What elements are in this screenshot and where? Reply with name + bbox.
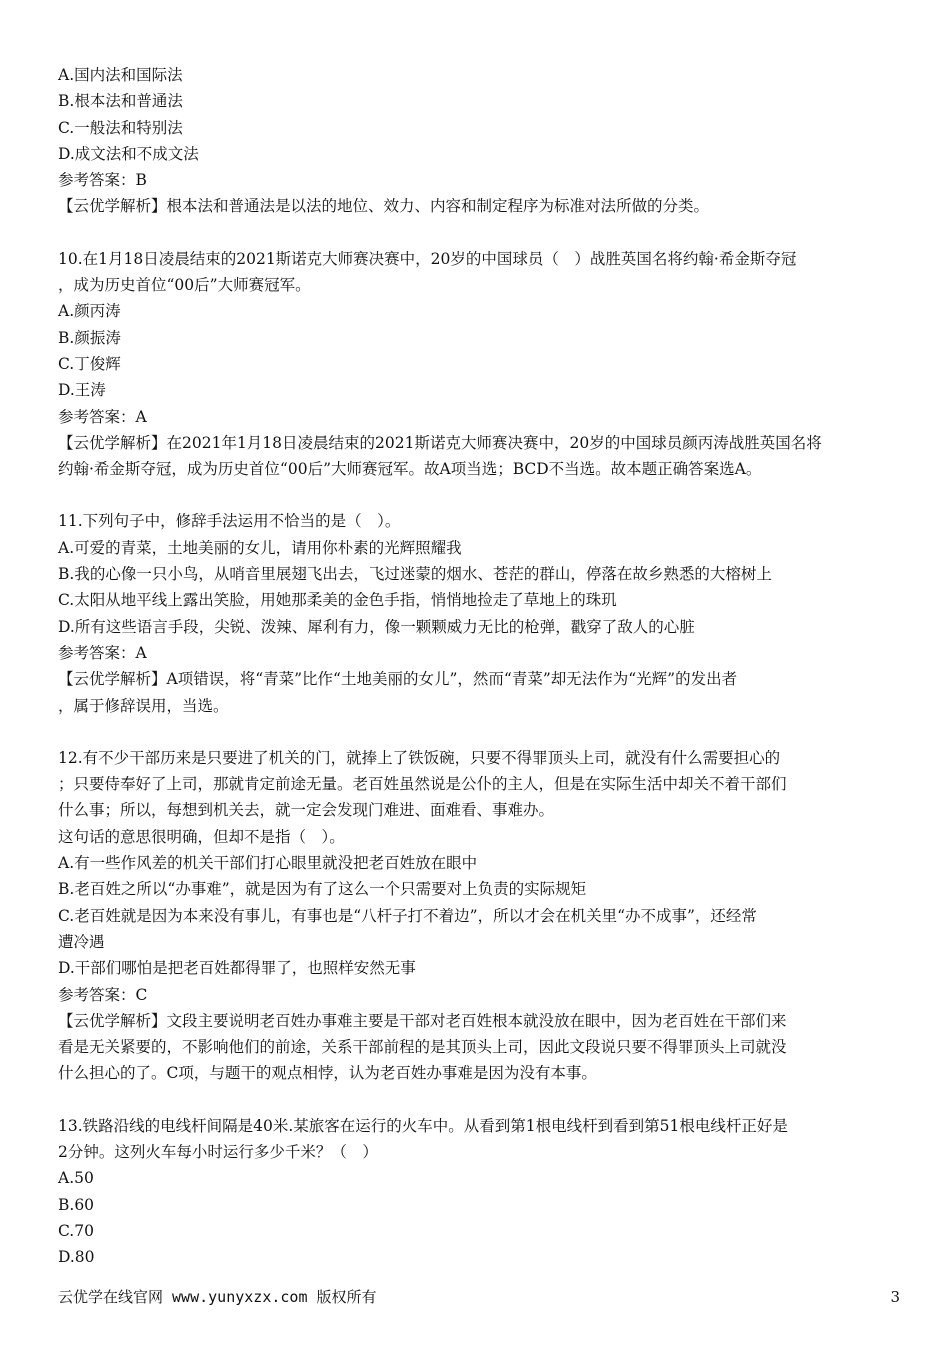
q10-answer: 参考答案：A — [58, 407, 147, 426]
question-13 — [58, 1113, 898, 1271]
q12-analysis: 什么担心的了。C项，与题干的观点相悖，认为老百姓办事难是因为没有本事。 — [58, 1064, 597, 1083]
q10-option-a: A.颜丙涛 — [58, 302, 121, 321]
q12-stem: ；只要侍奉好了上司，那就肯定前途无量。老百姓虽然说是公仆的主人，但是在实际生活中却关不着干部们 — [58, 775, 787, 794]
q11-stem: 11.下列句子中，修辞手法运用不恰当的是（ ）。 — [58, 512, 401, 531]
q9-option-c: C.一般法和特别法 — [58, 118, 183, 137]
q12-stem: 12.有不少干部历来是只要进了机关的门，就捧上了铁饭碗，只要不得罪顶头上司，就没有什么需要担心的 — [58, 748, 781, 767]
page-number: 3 — [890, 1288, 900, 1306]
q9-option-b: B.根本法和普通法 — [58, 92, 183, 111]
q13-stem: 13.铁路沿线的电线杆间隔是40米.某旅客在运行的火车中。从看到第1根电线杆到看到第51根电线杆正好是 — [58, 1116, 788, 1135]
q12-answer: 参考答案：C — [58, 985, 148, 1004]
q12-analysis: 【云优学解析】文段主要说明老百姓办事难主要是干部对老百姓根本就没放在眼中，因为老百姓在干部们来 — [58, 1011, 787, 1030]
question-9 — [58, 62, 898, 220]
question-10 — [58, 246, 898, 483]
q13-option-b: B.60 — [58, 1195, 95, 1214]
q10-option-b: B.颜振涛 — [58, 328, 121, 347]
q11-option-c: C.太阳从地平线上露出笑脸，用她那柔美的金色手指，悄悄地捡走了草地上的珠玑 — [58, 591, 617, 610]
q12-analysis: 看是无关紧要的，不影响他们的前途，关系干部前程的是其顶头上司，因此文段说只要不得罪顶头上司就没 — [58, 1038, 787, 1057]
q12-option-c: C.老百姓就是因为本来没有事儿，有事也是“八杆子打不着边”，所以才会在机关里“办不成事”，还经常 — [58, 906, 757, 925]
question-11 — [58, 508, 898, 718]
page-footer — [58, 1284, 900, 1310]
q10-option-d: D.王涛 — [58, 381, 106, 400]
footer-brand: 云优学在线官网 www.yunyxzx.com 版权所有 — [58, 1288, 377, 1306]
document-page — [58, 62, 898, 1270]
q9-option-a: A.国内法和国际法 — [58, 66, 183, 84]
q12-option-b: B.老百姓之所以“办事难”，就是因为有了这么一个只需要对上负责的实际规矩 — [58, 880, 587, 899]
q11-option-b: B.我的心像一只小鸟，从哨音里展翅飞出去，飞过迷蒙的烟水、苍茫的群山，停落在故乡熟悉的大榕树上 — [58, 565, 772, 584]
q13-stem: 2分钟。这列火车每小时运行多少千米？（ ） — [58, 1142, 378, 1161]
q13-option-a: A.50 — [58, 1169, 94, 1188]
q11-analysis: ，属于修辞误用，当选。 — [58, 696, 229, 715]
q10-analysis: 约翰·希金斯夺冠，成为历史首位“00后”大师赛冠军。故A项当选；BCD不当选。故本题正确答案选A。 — [58, 460, 762, 479]
q12-option-c-cont: 遭冷遇 — [58, 932, 105, 951]
q11-option-a: A.可爱的青菜，土地美丽的女儿，请用你朴素的光辉照耀我 — [58, 538, 462, 557]
q10-stem: ，成为历史首位“00后”大师赛冠军。 — [58, 276, 311, 295]
q12-option-d: D.干部们哪怕是把老百姓都得罪了，也照样安然无事 — [58, 959, 416, 978]
q9-analysis: 【云优学解析】根本法和普通法是以法的地位、效力、内容和制定程序为标准对法所做的分类。 — [58, 197, 710, 216]
q13-option-d: D.80 — [58, 1248, 95, 1267]
q11-analysis: 【云优学解析】A项错误，将“青菜”比作“土地美丽的女儿”，然而“青菜”却无法作为“光辉”的发出者 — [58, 670, 738, 689]
q12-stem: 什么事；所以，每想到机关去，就一定会发现门难进、面难看、事难办。 — [58, 801, 555, 820]
q9-option-d: D.成文法和不成文法 — [58, 144, 199, 163]
q10-analysis: 【云优学解析】在2021年1月18日凌晨结束的2021斯诺克大师赛决赛中，20岁的中国球员颜丙涛战胜英国名将 — [58, 433, 822, 452]
question-12 — [58, 745, 898, 1087]
q9-answer: 参考答案：B — [58, 171, 147, 190]
q13-option-c: C.70 — [58, 1221, 94, 1240]
q11-answer: 参考答案：A — [58, 643, 147, 662]
q11-option-d: D.所有这些语言手段，尖锐、泼辣、犀利有力，像一颗颗威力无比的枪弹，戳穿了敌人的心脏 — [58, 617, 695, 636]
q12-option-a: A.有一些作风差的机关干部们打心眼里就没把老百姓放在眼中 — [58, 854, 478, 873]
q12-stem: 这句话的意思很明确，但却不是指（ ）。 — [58, 827, 345, 846]
q10-option-c: C.丁俊辉 — [58, 354, 121, 373]
q10-stem: 10.在1月18日凌晨结束的2021斯诺克大师赛决赛中，20岁的中国球员（ ）战胜英国名将约翰·希金斯夺冠 — [58, 249, 797, 268]
